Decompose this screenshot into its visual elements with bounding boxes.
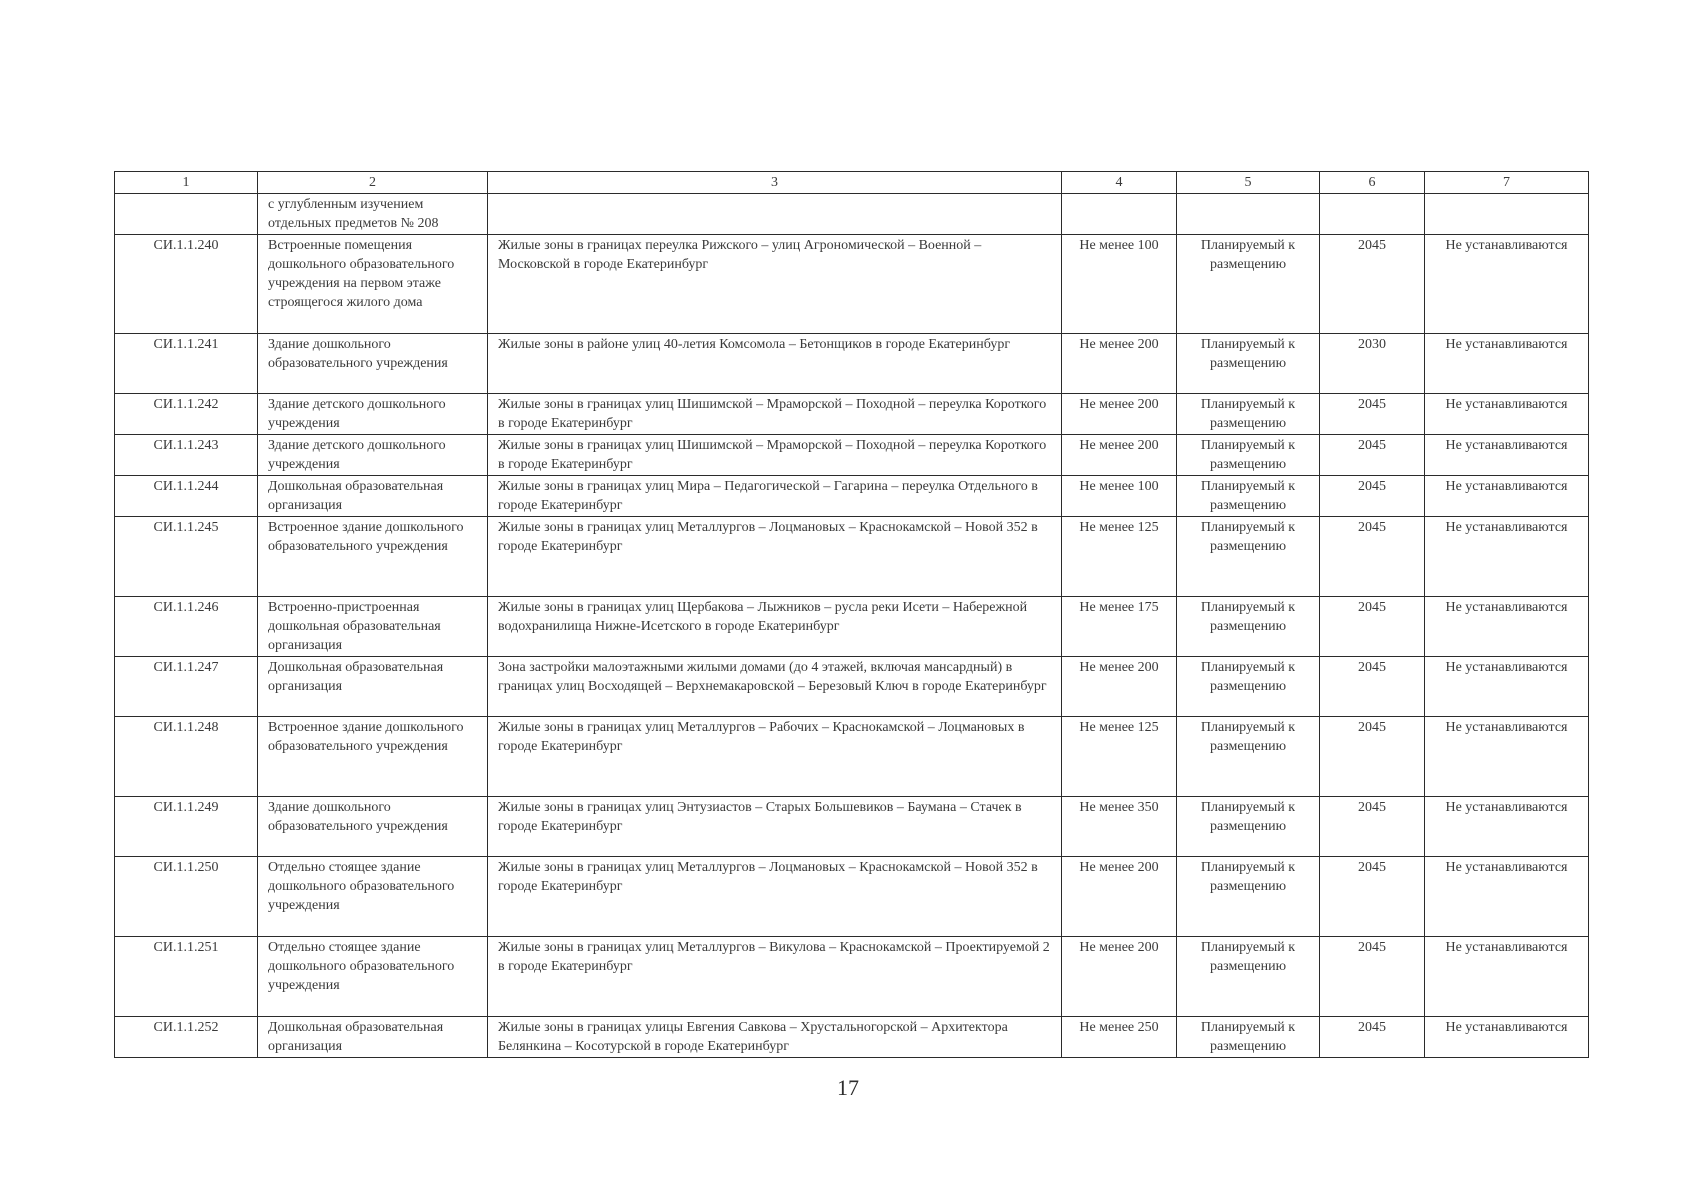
name-cell: Встроенно-пристроенная дошкольная образовательная организация: [258, 597, 488, 657]
table-row: [115, 857, 1589, 937]
document-sheet: [114, 171, 1588, 1058]
table-row: [115, 1017, 1589, 1058]
name-cell: Встроенное здание дошкольного образовательного учреждения: [258, 717, 488, 797]
location-cell: Жилые зоны в границах улиц Металлургов – Рабочих – Краснокамской – Лоцмановых в городе Екатеринбург: [488, 717, 1062, 797]
zones-cell: Не устанавливаются: [1425, 717, 1589, 797]
year-cell: 2045: [1320, 394, 1425, 435]
status-cell: Планируемый к размещению: [1177, 1017, 1320, 1058]
name-cell: Дошкольная образовательная организация: [258, 1017, 488, 1058]
location-cell: [488, 194, 1062, 235]
year-cell: 2045: [1320, 937, 1425, 1017]
code-cell: СИ.1.1.242: [115, 394, 258, 435]
location-cell: Жилые зоны в границах улицы Евгения Савкова – Хрустальногорской – Архитектора Белянкина – Косотурской в городе Екатеринбург: [488, 1017, 1062, 1058]
capacity-cell: Не менее 100: [1062, 235, 1177, 334]
table-row: [115, 937, 1589, 1017]
year-cell: 2030: [1320, 334, 1425, 394]
capacity-cell: Не менее 100: [1062, 476, 1177, 517]
zones-cell: Не устанавливаются: [1425, 937, 1589, 1017]
code-cell: СИ.1.1.241: [115, 334, 258, 394]
status-cell: Планируемый к размещению: [1177, 857, 1320, 937]
code-cell: СИ.1.1.243: [115, 435, 258, 476]
name-cell: Здание дошкольного образовательного учреждения: [258, 334, 488, 394]
column-header: 5: [1177, 172, 1320, 194]
capacity-cell: Не менее 125: [1062, 717, 1177, 797]
location-cell: Зона застройки малоэтажными жилыми домами (до 4 этажей, включая мансардный) в границах улиц Восходящей – Верхнемакаровской – Березовый Ключ в городе Екатеринбург: [488, 657, 1062, 717]
column-header: 6: [1320, 172, 1425, 194]
zones-cell: [1425, 194, 1589, 235]
status-cell: Планируемый к размещению: [1177, 597, 1320, 657]
location-cell: Жилые зоны в районе улиц 40-летия Комсомола – Бетонщиков в городе Екатеринбург: [488, 334, 1062, 394]
year-cell: 2045: [1320, 517, 1425, 597]
capacity-cell: Не менее 200: [1062, 657, 1177, 717]
table-row: [115, 797, 1589, 857]
year-cell: 2045: [1320, 1017, 1425, 1058]
code-cell: СИ.1.1.245: [115, 517, 258, 597]
code-cell: СИ.1.1.249: [115, 797, 258, 857]
table-row: [115, 476, 1589, 517]
code-cell: [115, 194, 258, 235]
table-row: [115, 717, 1589, 797]
name-cell: Здание детского дошкольного учреждения: [258, 394, 488, 435]
year-cell: [1320, 194, 1425, 235]
page-number: 17: [837, 1075, 859, 1100]
code-cell: СИ.1.1.248: [115, 717, 258, 797]
name-cell: Здание дошкольного образовательного учреждения: [258, 797, 488, 857]
capacity-cell: Не менее 250: [1062, 1017, 1177, 1058]
capacity-cell: Не менее 125: [1062, 517, 1177, 597]
status-cell: Планируемый к размещению: [1177, 235, 1320, 334]
zones-cell: Не устанавливаются: [1425, 597, 1589, 657]
year-cell: 2045: [1320, 476, 1425, 517]
capacity-cell: Не менее 200: [1062, 394, 1177, 435]
column-header: 4: [1062, 172, 1177, 194]
location-cell: Жилые зоны в границах улиц Мира – Педагогической – Гагарина – переулка Отдельного в городе Екатеринбург: [488, 476, 1062, 517]
table-row: [115, 597, 1589, 657]
zones-cell: Не устанавливаются: [1425, 394, 1589, 435]
location-cell: Жилые зоны в границах улиц Щербакова – Лыжников – русла реки Исети – Набережной водохранилища Нижне-Исетского в городе Екатеринбург: [488, 597, 1062, 657]
continuation-row: [115, 194, 1589, 235]
location-cell: Жилые зоны в границах переулка Рижского – улиц Агрономической – Военной – Московской в городе Екатеринбург: [488, 235, 1062, 334]
name-cell: Встроенное здание дошкольного образовательного учреждения: [258, 517, 488, 597]
year-cell: 2045: [1320, 435, 1425, 476]
zones-cell: Не устанавливаются: [1425, 857, 1589, 937]
header-row: [115, 172, 1589, 194]
table-row: [115, 517, 1589, 597]
location-cell: Жилые зоны в границах улиц Шишимской – Мраморской – Походной – переулка Короткого в городе Екатеринбург: [488, 394, 1062, 435]
code-cell: СИ.1.1.252: [115, 1017, 258, 1058]
zones-cell: Не устанавливаются: [1425, 797, 1589, 857]
table-row: [115, 394, 1589, 435]
status-cell: Планируемый к размещению: [1177, 435, 1320, 476]
status-cell: Планируемый к размещению: [1177, 394, 1320, 435]
table-row: [115, 334, 1589, 394]
year-cell: 2045: [1320, 657, 1425, 717]
name-cell: Встроенные помещения дошкольного образовательного учреждения на первом этаже строящегося жилого дома: [258, 235, 488, 334]
column-header: 3: [488, 172, 1062, 194]
planning-table: [114, 171, 1589, 1058]
code-cell: СИ.1.1.247: [115, 657, 258, 717]
zones-cell: Не устанавливаются: [1425, 517, 1589, 597]
year-cell: 2045: [1320, 797, 1425, 857]
column-header: 2: [258, 172, 488, 194]
capacity-cell: Не менее 200: [1062, 857, 1177, 937]
status-cell: [1177, 194, 1320, 235]
name-cell: Здание детского дошкольного учреждения: [258, 435, 488, 476]
location-cell: Жилые зоны в границах улиц Металлургов – Лоцмановых – Краснокамской – Новой 352 в городе Екатеринбург: [488, 517, 1062, 597]
code-cell: СИ.1.1.251: [115, 937, 258, 1017]
location-cell: Жилые зоны в границах улиц Металлургов – Викулова – Краснокамской – Проектируемой 2 в городе Екатеринбург: [488, 937, 1062, 1017]
code-cell: СИ.1.1.244: [115, 476, 258, 517]
location-cell: Жилые зоны в границах улиц Шишимской – Мраморской – Походной – переулка Короткого в городе Екатеринбург: [488, 435, 1062, 476]
code-cell: СИ.1.1.250: [115, 857, 258, 937]
location-cell: Жилые зоны в границах улиц Металлургов – Лоцмановых – Краснокамской – Новой 352 в городе Екатеринбург: [488, 857, 1062, 937]
capacity-cell: [1062, 194, 1177, 235]
name-cell: Дошкольная образовательная организация: [258, 476, 488, 517]
zones-cell: Не устанавливаются: [1425, 235, 1589, 334]
status-cell: Планируемый к размещению: [1177, 797, 1320, 857]
status-cell: Планируемый к размещению: [1177, 937, 1320, 1017]
status-cell: Планируемый к размещению: [1177, 717, 1320, 797]
code-cell: СИ.1.1.240: [115, 235, 258, 334]
capacity-cell: Не менее 200: [1062, 334, 1177, 394]
capacity-cell: Не менее 200: [1062, 435, 1177, 476]
year-cell: 2045: [1320, 857, 1425, 937]
table-row: [115, 435, 1589, 476]
name-cell: Дошкольная образовательная организация: [258, 657, 488, 717]
zones-cell: Не устанавливаются: [1425, 435, 1589, 476]
name-cell: Отдельно стоящее здание дошкольного образовательного учреждения: [258, 937, 488, 1017]
capacity-cell: Не менее 175: [1062, 597, 1177, 657]
table-row: [115, 235, 1589, 334]
location-cell: Жилые зоны в границах улиц Энтузиастов – Старых Большевиков – Баумана – Стачек в городе Екатеринбург: [488, 797, 1062, 857]
code-cell: СИ.1.1.246: [115, 597, 258, 657]
status-cell: Планируемый к размещению: [1177, 517, 1320, 597]
status-cell: Планируемый к размещению: [1177, 476, 1320, 517]
capacity-cell: Не менее 350: [1062, 797, 1177, 857]
column-header: 7: [1425, 172, 1589, 194]
zones-cell: Не устанавливаются: [1425, 1017, 1589, 1058]
year-cell: 2045: [1320, 235, 1425, 334]
name-cell: Отдельно стоящее здание дошкольного образовательного учреждения: [258, 857, 488, 937]
name-cell: с углубленным изучением отдельных предметов № 208: [258, 194, 488, 235]
capacity-cell: Не менее 200: [1062, 937, 1177, 1017]
year-cell: 2045: [1320, 717, 1425, 797]
status-cell: Планируемый к размещению: [1177, 334, 1320, 394]
zones-cell: Не устанавливаются: [1425, 334, 1589, 394]
year-cell: 2045: [1320, 597, 1425, 657]
zones-cell: Не устанавливаются: [1425, 657, 1589, 717]
table-row: [115, 657, 1589, 717]
zones-cell: Не устанавливаются: [1425, 476, 1589, 517]
status-cell: Планируемый к размещению: [1177, 657, 1320, 717]
column-header: 1: [115, 172, 258, 194]
